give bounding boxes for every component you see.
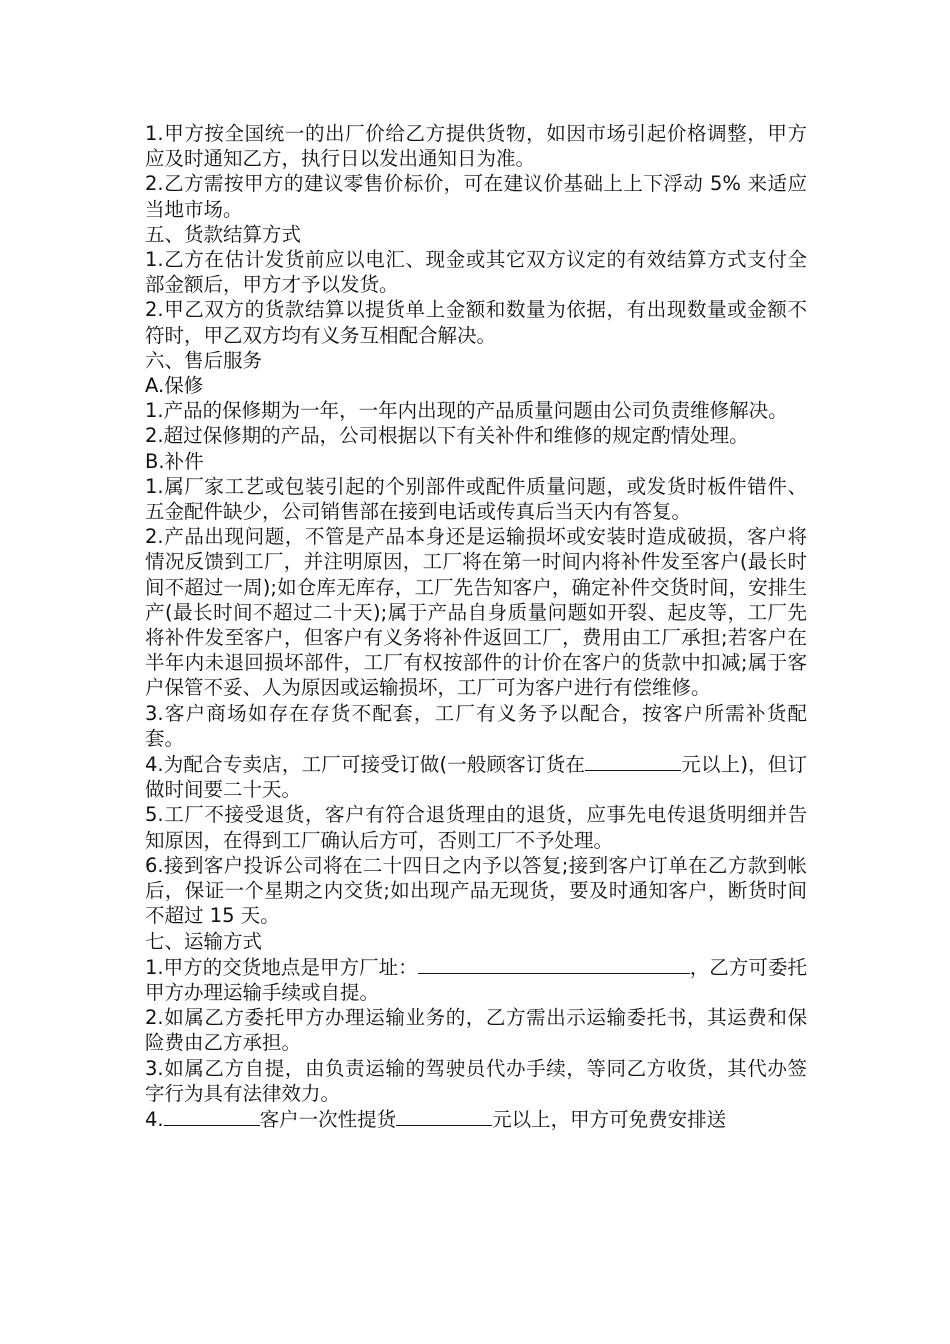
section-heading: 六、售后服务 xyxy=(145,348,263,372)
paragraph: 3.客户商场如存在存货不配套，工厂有义务予以配合，按客户所需补货配套。 xyxy=(145,701,807,750)
text-fragment: ，乙方可委托甲方办理运输手续或自提。 xyxy=(145,955,807,1004)
paragraph: 2.超过保修期的产品，公司根据以下有关补件和维修的规定酌情处理。 xyxy=(145,424,749,448)
paragraph xyxy=(145,1106,807,1132)
paragraph: 1.产品的保修期为一年，一年内出现的产品质量问题由公司负责维修解决。 xyxy=(145,399,788,423)
paragraph xyxy=(145,751,807,802)
subsection-heading: A.保修 xyxy=(145,374,204,398)
blank-underline xyxy=(396,1106,492,1126)
paragraph: 5.工厂不接受退货，客户有符合退货理由的退货，应事先电传退货明细并告知原因，在得到工厂确认后方可，否则工厂不予处理。 xyxy=(145,803,807,852)
blank-underline xyxy=(164,1106,260,1126)
paragraph xyxy=(145,954,807,1005)
document-body xyxy=(145,121,807,1132)
paragraph: 2.产品出现问题，不管是产品本身还是运输损坏或安装时造成破损，客户将情况反馈到工厂，并注明原因，工厂将在第一时间内将补件发至客户(最长时间不超过一周);如仓库无库存，工厂先告知客户，确定补件交货时间，安排生产(最长时间不超过二十天);属于产品自身质量问题如开裂、起皮等，工厂先将补件发至客户，但客户有义务将补件返回工厂，费用由工厂承担;若客户在半年内未退回损坏部件，工厂有权按部件的计价在客户的货款中扣减;属于客户保管不妥、人为原因或运输损坏，工厂可为客户进行有偿维修。 xyxy=(145,525,807,700)
text-fragment: 客户一次性提货 xyxy=(259,1107,397,1131)
blank-underline xyxy=(585,751,681,771)
paragraph: 2.乙方需按甲方的建议零售价标价，可在建议价基础上上下浮动 5% 来适应当地市场。 xyxy=(145,172,807,221)
text-fragment: 元以上，甲方可免费安排送 xyxy=(492,1107,727,1131)
text-fragment: 4.为配合专卖店，工厂可接受订做(一般顾客订货在 xyxy=(145,753,586,777)
paragraph: 1.乙方在估计发货前应以电汇、现金或其它双方议定的有效结算方式支付全部金额后，甲方才予以发货。 xyxy=(145,248,807,297)
paragraph: 2.如属乙方委托甲方办理运输业务的，乙方需出示运输委托书，其运费和保险费由乙方承担。 xyxy=(145,1006,807,1055)
paragraph: 1.甲方按全国统一的出厂价给乙方提供货物，如因市场引起价格调整，甲方应及时通知乙方，执行日以发出通知日为准。 xyxy=(145,122,807,171)
paragraph: 1.属厂家工艺或包装引起的个别部件或配件质量问题，或发货时板件错件、五金配件缺少，公司销售部在接到电话或传真后当天内有答复。 xyxy=(145,474,807,524)
paragraph: 6.接到客户投诉公司将在二十四日之内予以答复;接到客户订单在乙方款到帐后，保证一个星期之内交货;如出现产品无现货，要及时通知客户，断货时间不超过 15 天。 xyxy=(145,853,807,928)
text-fragment: 元以上)，但订做时间要二十天。 xyxy=(145,753,807,802)
text-fragment: 4. xyxy=(145,1107,164,1131)
text-fragment: 1.甲方的交货地点是甲方厂址： xyxy=(145,955,418,979)
paragraph: 3.如属乙方自提，由负责运输的驾驶员代办手续，等同乙方收货，其代办签字行为具有法律效力。 xyxy=(145,1056,807,1105)
subsection-heading: B.补件 xyxy=(145,449,204,473)
section-heading: 七、运输方式 xyxy=(145,929,263,953)
paragraph: 2.甲乙双方的货款结算以提货单上金额和数量为依据，有出现数量或金额不符时，甲乙双方均有义务互相配合解决。 xyxy=(145,298,807,347)
blank-underline xyxy=(418,954,690,974)
section-heading: 五、货款结算方式 xyxy=(145,222,302,246)
